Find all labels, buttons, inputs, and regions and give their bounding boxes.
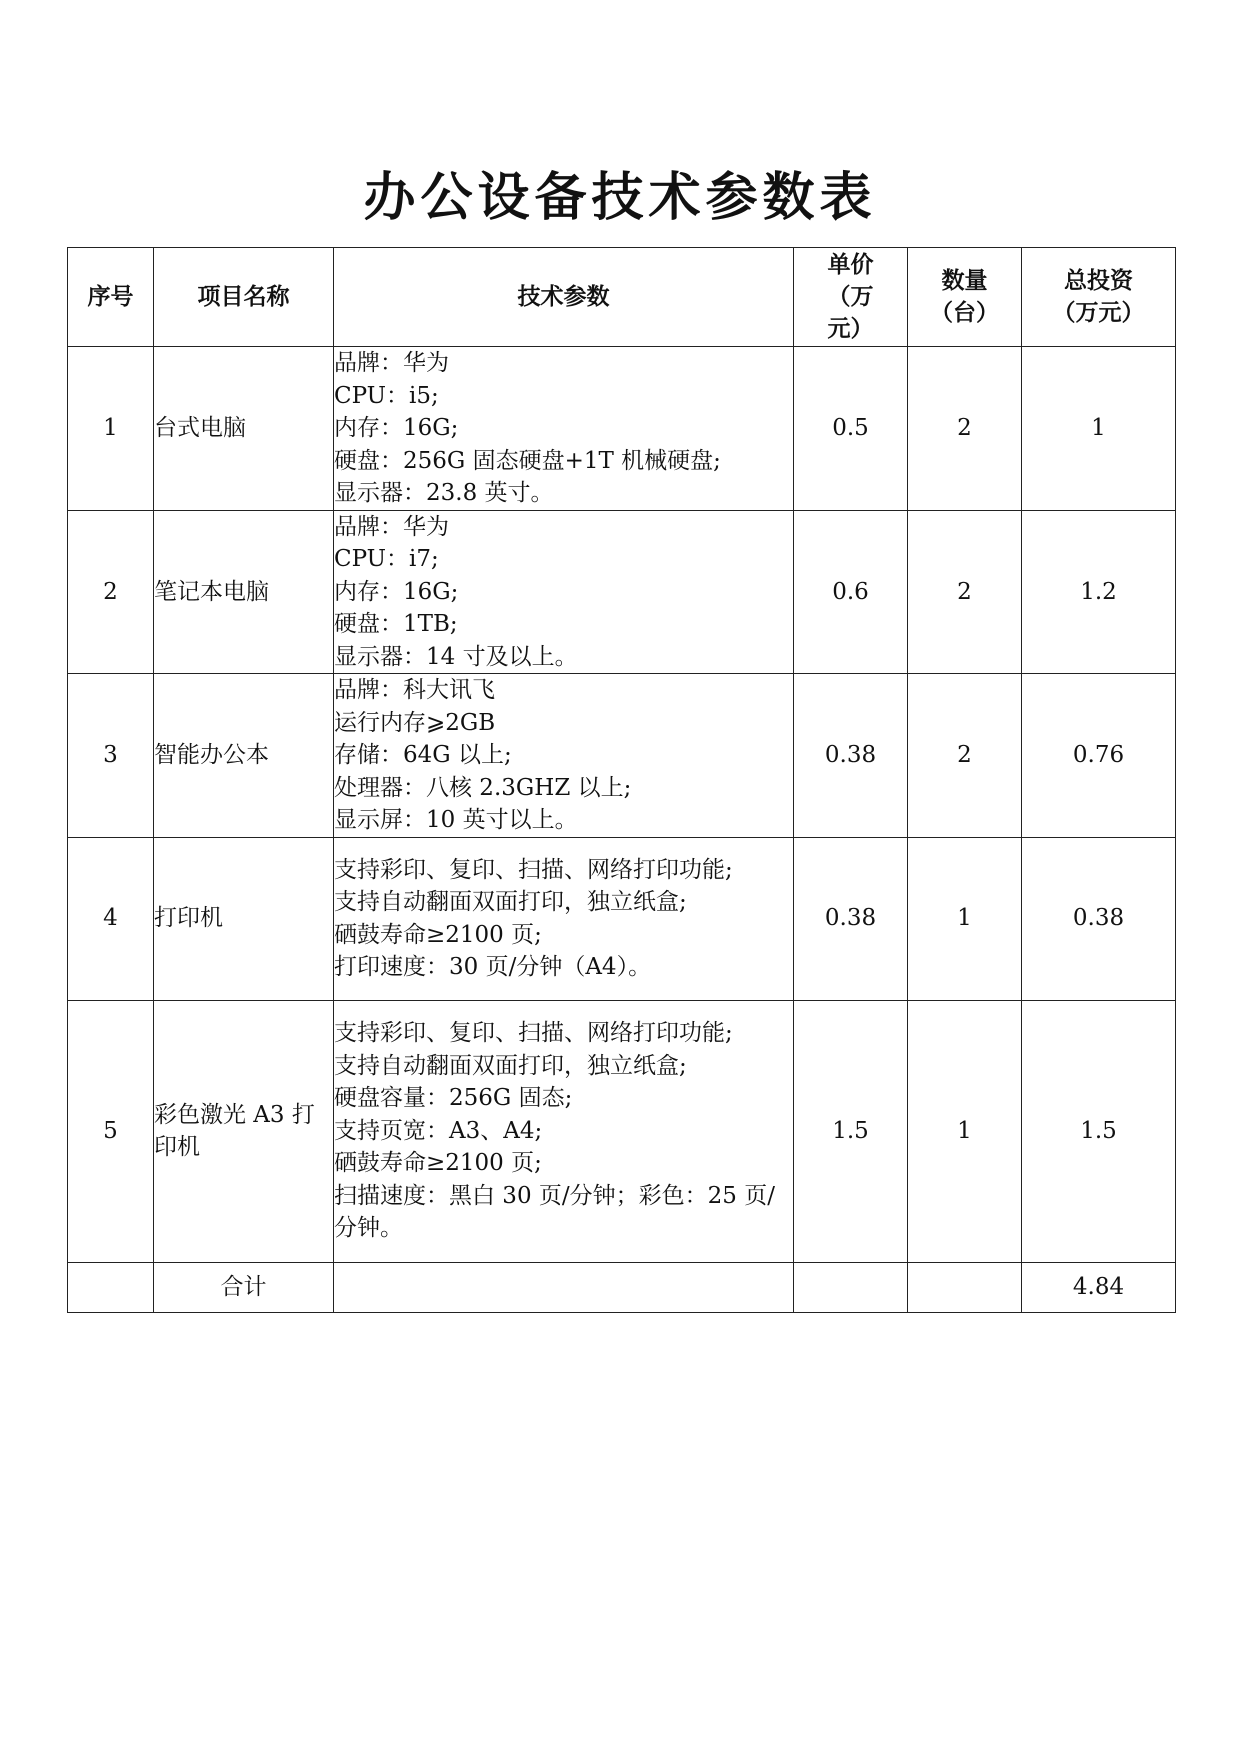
param-line: 显示器：14 寸及以上。 [334, 643, 578, 670]
row-item-name: 打印机 [154, 837, 334, 1000]
param-line: 扫描速度：黑白 30 页/分钟；彩色：25 页/分钟。 [334, 1182, 775, 1242]
row-index: 3 [68, 674, 154, 838]
table-row [68, 837, 1176, 1000]
param-line: 存储：64G 以上; [334, 742, 512, 768]
row-item-name: 彩色激光 A3 打印机 [154, 1000, 334, 1262]
param-line: 品牌：华为 [334, 350, 449, 376]
param-line: 支持自动翻面双面打印，独立纸盒; [334, 889, 687, 915]
row-total: 1.5 [1022, 1000, 1176, 1262]
param-line: 运行内存⩾2GB [334, 709, 496, 736]
header-total-line1: 总投资 [1064, 267, 1133, 294]
header-total-investment [1022, 248, 1176, 347]
row-quantity: 2 [908, 347, 1022, 511]
row-tech-params [334, 1000, 794, 1262]
header-unit-price-line3: 元） [827, 315, 874, 342]
row-tech-params [334, 674, 794, 838]
row-item-name: 智能办公本 [154, 674, 334, 838]
row-tech-params [334, 510, 794, 674]
row-unit-price: 0.38 [794, 837, 908, 1000]
row-quantity: 1 [908, 837, 1022, 1000]
param-line: 打印速度：30 页/分钟（A4）。 [334, 954, 652, 980]
total-row-params-empty [334, 1262, 794, 1312]
param-line: 硒鼓寿命≥2100 页; [334, 921, 542, 948]
param-line: 支持页宽：A3、A4; [334, 1117, 543, 1144]
table-row [68, 674, 1176, 838]
row-index: 5 [68, 1000, 154, 1262]
row-quantity: 2 [908, 674, 1022, 838]
row-index: 4 [68, 837, 154, 1000]
row-item-name: 台式电脑 [154, 347, 334, 511]
header-total-line2: （万元） [1052, 299, 1145, 326]
header-quantity-line1: 数量 [941, 267, 988, 294]
total-row-unit-price-empty [794, 1262, 908, 1312]
param-line: 支持自动翻面双面打印，独立纸盒; [334, 1052, 687, 1079]
table-row [68, 510, 1176, 674]
header-quantity-line2: （台） [930, 299, 999, 326]
total-row-quantity-empty [908, 1262, 1022, 1312]
row-total: 0.76 [1022, 674, 1176, 838]
header-unit-price-line1: 单价 [827, 251, 874, 278]
header-item-name: 项目名称 [154, 248, 334, 347]
header-unit-price [794, 248, 908, 347]
total-label: 合计 [154, 1262, 334, 1312]
row-quantity: 1 [908, 1000, 1022, 1262]
param-line: 内存：16G; [334, 578, 459, 605]
row-index: 1 [68, 347, 154, 511]
param-line: 内存：16G; [334, 415, 459, 441]
row-unit-price: 0.5 [794, 347, 908, 511]
document-title: 办公设备技术参数表 [363, 167, 877, 228]
row-unit-price: 1.5 [794, 1000, 908, 1262]
param-line: 品牌：科大讯飞 [334, 677, 495, 703]
table-row [68, 347, 1176, 511]
row-tech-params [334, 347, 794, 511]
param-line: 硬盘容量：256G 固态; [334, 1085, 573, 1112]
param-line: 硬盘：1TB; [334, 611, 458, 637]
grand-total-value: 4.84 [1022, 1262, 1176, 1312]
row-tech-params [334, 837, 794, 1000]
header-index: 序号 [68, 248, 154, 347]
table-total-row [68, 1262, 1176, 1312]
total-row-index-empty [68, 1262, 154, 1312]
param-line: CPU：i5; [334, 382, 439, 409]
row-unit-price: 0.38 [794, 674, 908, 838]
row-item-name: 笔记本电脑 [154, 510, 334, 674]
row-index: 2 [68, 510, 154, 674]
row-unit-price: 0.6 [794, 510, 908, 674]
row-total: 0.38 [1022, 837, 1176, 1000]
table-row [68, 1000, 1176, 1262]
equipment-spec-table [67, 247, 1176, 1313]
header-quantity [908, 248, 1022, 347]
header-tech-params: 技术参数 [334, 248, 794, 347]
param-line: 处理器：八核 2.3GHZ 以上; [334, 774, 632, 801]
table-header-row [68, 248, 1176, 347]
row-quantity: 2 [908, 510, 1022, 674]
param-line: 硬盘：256G 固态硬盘+1T 机械硬盘; [334, 447, 721, 474]
param-line: 支持彩印、复印、扫描、网络打印功能; [334, 856, 733, 883]
param-line: 显示器：23.8 英寸。 [334, 480, 554, 506]
param-line: 显示屏：10 英寸以上。 [334, 807, 578, 833]
row-total: 1.2 [1022, 510, 1176, 674]
header-unit-price-line2: （万 [827, 283, 874, 310]
row-total: 1 [1022, 347, 1176, 511]
param-line: 品牌：华为 [334, 513, 449, 540]
param-line: CPU：i7; [334, 546, 439, 572]
param-line: 支持彩印、复印、扫描、网络打印功能; [334, 1020, 733, 1047]
param-line: 硒鼓寿命≥2100 页; [334, 1150, 542, 1177]
